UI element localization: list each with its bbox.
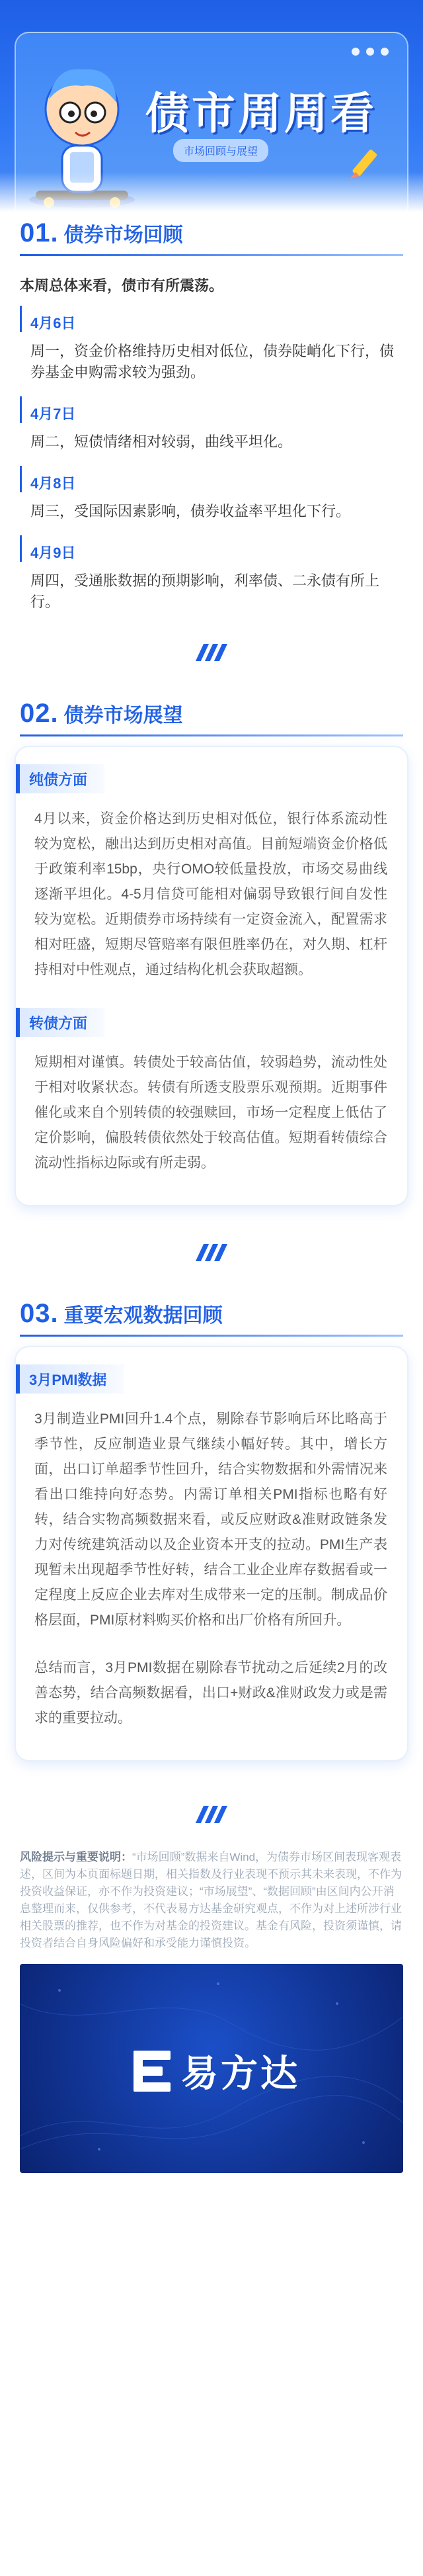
day-date: 4月6日 xyxy=(30,312,403,333)
disclaimer-body: “市场回顾”数据来自Wind，为债券市场区间表现客观表述，区间为本页面标题日期，相关指数及行业表现不预示其未来表现，不作为投资收益保证，亦不作为投资建议；“市场展望”、“数据回顾”由区间内公开消息整理而来，仅供参考，不代表易方达基金研究观点，不作为对上述所涉行业相关股票的推荐，也不作为对基金的投资建议。基金有风险，投资须谨慎，请投资者结合自身风险偏好和承受能力谨慎投资。 xyxy=(20,1851,402,1949)
brand-logo-icon xyxy=(127,2048,174,2094)
day-date: 4月9日 xyxy=(30,542,403,562)
day-item xyxy=(30,403,403,453)
pmi-summary-text: 总结而言，3月PMI数据在剔除春节扰动之后延续2月的改善态势，结合高频数据看，出口+财政&准财政发力或是需求的重要拉动。 xyxy=(34,1660,387,1726)
hero-banner xyxy=(0,0,423,212)
tag-pure-bond: 纯债方面 xyxy=(16,764,104,793)
day-item xyxy=(30,542,403,613)
day-text: 周三，受国际因素影响，债券收益率平坦化下行。 xyxy=(30,503,351,519)
section-divider-icon xyxy=(0,633,423,672)
section-market-outlook xyxy=(0,692,423,1206)
section-underline xyxy=(20,1335,403,1337)
outlook-panel xyxy=(15,746,408,1206)
section-intro: 本周总体来看，债市有所震荡。 xyxy=(20,277,224,294)
section-underline xyxy=(20,734,403,736)
section-title: 重要宏观数据回顾 xyxy=(63,1305,223,1327)
section-title: 债券市场回顾 xyxy=(63,224,183,246)
risk-disclaimer xyxy=(0,1834,423,1964)
day-date: 4月7日 xyxy=(30,403,403,423)
section-header xyxy=(0,692,423,734)
pmi-text: 3月制造业PMI回升1.4个点，剔除春节影响后环比略高于季节性，反应制造业景气继续小幅好转。其中，增长方面，出口订单超季节性回升，结合实物数据和外需情况来看出口维持向好态势。内需订单相关PMI指标也略有好转，结合实物高频数据来看，或反应财政&准财政链条发力对传统建筑活动以及企业资本开支的拉动。PMI生产表现暂未出现超季节性好转，结合工业企业库存数据看或一定程度上反应企业去库对生成带来一定的压制。制成品价格层面，PMI原材料购买价格和出厂价格有所回升。 xyxy=(34,1411,387,1628)
day-text: 周四，受通胀数据的预期影响，利率债、二永债有所上行。 xyxy=(30,572,380,610)
macro-panel xyxy=(15,1346,408,1761)
section-number: 03. xyxy=(20,1298,59,1328)
brand-name: 易方达 xyxy=(181,2053,300,2094)
section-divider-icon xyxy=(0,1233,423,1272)
day-item xyxy=(30,312,403,383)
tag-convertible-bond: 转债方面 xyxy=(16,1008,104,1037)
page-title: 债市周周看 xyxy=(145,88,377,139)
section-title: 债券市场展望 xyxy=(63,705,183,727)
day-text: 周二，短债情绪相对较弱，曲线平坦化。 xyxy=(30,433,293,450)
window-dots-icon xyxy=(352,48,389,56)
hero-fade xyxy=(0,172,423,212)
page-subtitle: 市场回顾与展望 xyxy=(173,139,268,162)
section-divider-icon xyxy=(0,1795,423,1834)
section-header xyxy=(0,1292,423,1335)
pure-bond-text: 4月以来，资金价格达到历史相对低位，银行体系流动性较为宽松，融出达到历史相对高值。目前短端资金价格低于政策利率15bp，央行OMO较低量投放，市场交易曲线逐渐平坦化。4-5月信贷可能相对偏弱导致银行间自发性较为宽松。近期债券市场持续有一定资金流入，配置需求相对旺盛，短期尽管赔率有限但胜率仍在，对久期、杠杆持相对中性观点，通过结构化机会获取超额。 xyxy=(34,811,387,977)
convertible-bond-text: 短期相对谨慎。转债处于较高估值，较弱趋势，流动性处于相对收紧状态。转债有所透支股票乐观预期。近期事件催化或来自个别转债的较强赎回，市场一定程度上低估了定价影响，偏股转债依然处于较高估值。短期看转债综合流动性指标边际或有所走弱。 xyxy=(34,1055,387,1171)
section-number: 02. xyxy=(20,698,59,728)
day-date: 4月8日 xyxy=(30,472,403,493)
section-number: 01. xyxy=(20,218,59,247)
day-item xyxy=(30,472,403,522)
tag-pmi: 3月PMI数据 xyxy=(16,1364,124,1394)
section-market-review xyxy=(0,212,423,613)
disclaimer-lead: 风险提示与重要说明： xyxy=(20,1851,132,1863)
section-macro-data xyxy=(0,1292,423,1761)
brand-banner xyxy=(20,1964,403,2173)
day-text: 周一，资金价格维持历史相对低位，债券陡峭化下行，债券基金申购需求较为强劲。 xyxy=(30,343,395,380)
section-header xyxy=(0,212,423,254)
brand-logo xyxy=(127,2045,300,2098)
